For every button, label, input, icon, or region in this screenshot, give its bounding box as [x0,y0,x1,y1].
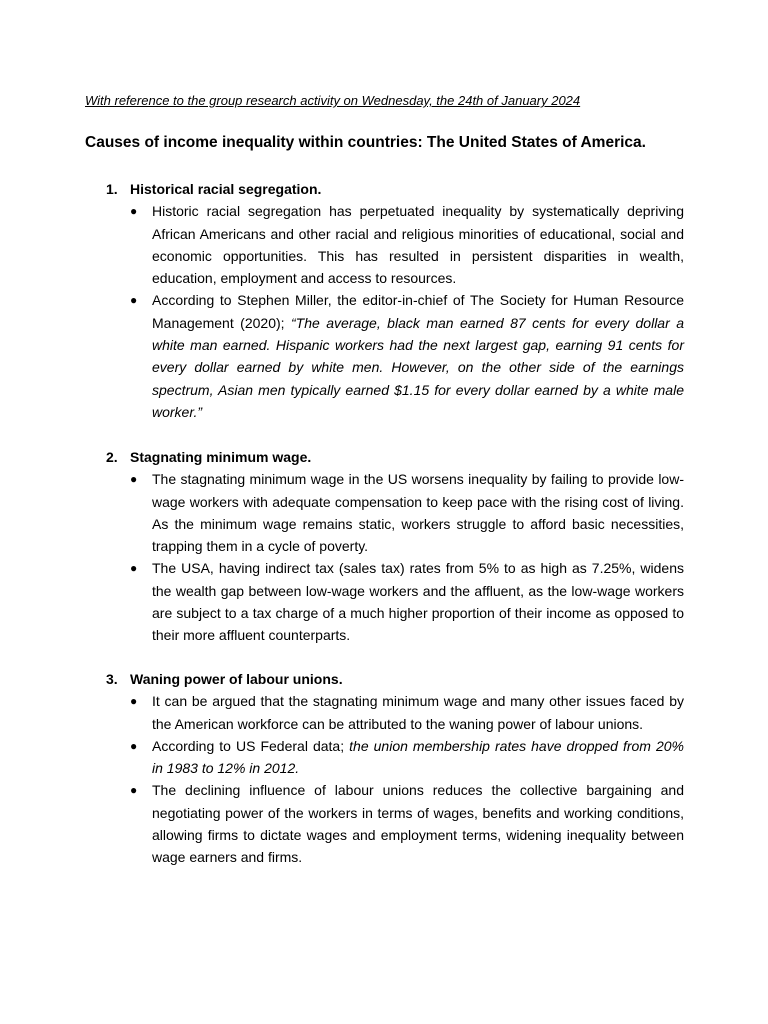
section-number: 2. [106,449,118,465]
bullet-text: According to US Federal data; [152,737,350,754]
document-title: Causes of income inequality within countries: The United States of America. [85,134,646,151]
bullet-icon: ● [130,472,138,487]
bullet-text: According to Stephen Miller, the editor-in-chief of The Society for Human Resource Management (2020); [152,292,684,331]
section-heading [106,446,684,468]
bullet-text: The USA, having indirect tax (sales tax) rates from 5% to as high as 7.25%, widens the wealth gap between low-wage workers and the affluent, as the low-wage workers are subject to a tax charge of a much higher proportion of their income as opposed to their more affluent counterparts. [152,560,684,644]
bullet-text: The stagnating minimum wage in the US worsens inequality by failing to provide low-wage workers with adequate compensation to keep pace with the rising cost of living. As the minimum wage remains static, workers struggle to afford basic necessities, trapping them in a cycle of poverty. [152,471,684,555]
section-heading [106,668,684,690]
bullet-icon: ● [130,204,138,219]
list-item [106,557,684,646]
section-number: 3. [106,671,118,687]
bullet-icon: ● [130,694,138,709]
section-number: 1. [106,181,118,197]
bullet-icon: ● [130,293,138,308]
list-item [106,200,684,289]
section-title: Historical racial segregation. [130,181,322,197]
list-item [106,690,684,735]
bullet-list [106,468,684,646]
quotation: “The average, black man earned 87 cents for every dollar a white man earned. Hispanic workers had the next largest gap, earning 91 cents for every dollar earned by white men. However, on the other side of the earnings spectrum, Asian men typically earned $1.15 for every dollar earned by a white male worker.” [152,314,684,420]
bullet-icon: ● [130,783,138,798]
section-historical-racial-segregation [106,178,684,423]
bullet-list [106,200,684,423]
bullet-list [106,690,684,868]
list-item [106,468,684,557]
bullet-icon: ● [130,561,138,576]
list-item [106,779,684,868]
section-title: Waning power of labour unions. [130,671,343,687]
section-title: Stagnating minimum wage. [130,449,312,465]
section-stagnating-minimum-wage [106,446,684,647]
bullet-text: The declining influence of labour unions reduces the collective bargaining and negotiating power of the workers in terms of wages, benefits and working conditions, allowing firms to dictate wages and employment terms, widening inequality between wage earners and firms. [152,782,684,866]
quotation: the union membership rates have dropped from 20% in 1983 to 12% in 2012. [152,737,685,777]
list-item [106,289,684,423]
bullet-text: It can be argued that the stagnating minimum wage and many other issues faced by the American workforce can be attributed to the waning power of labour unions. [152,693,684,732]
bullet-icon: ● [130,738,138,753]
reference-note: With reference to the group research activity on Wednesday, the 24th of January 2024 [85,93,581,108]
bullet-text: Historic racial segregation has perpetuated inequality by systematically depriving African Americans and other racial and religious minorities of educational, social and economic opportunities. This has resulted in persistent disparities in wealth, education, employment and access to resources. [152,203,684,287]
section-heading [106,178,684,200]
list-item [106,735,684,780]
section-waning-power-of-labour-unions [106,668,684,869]
